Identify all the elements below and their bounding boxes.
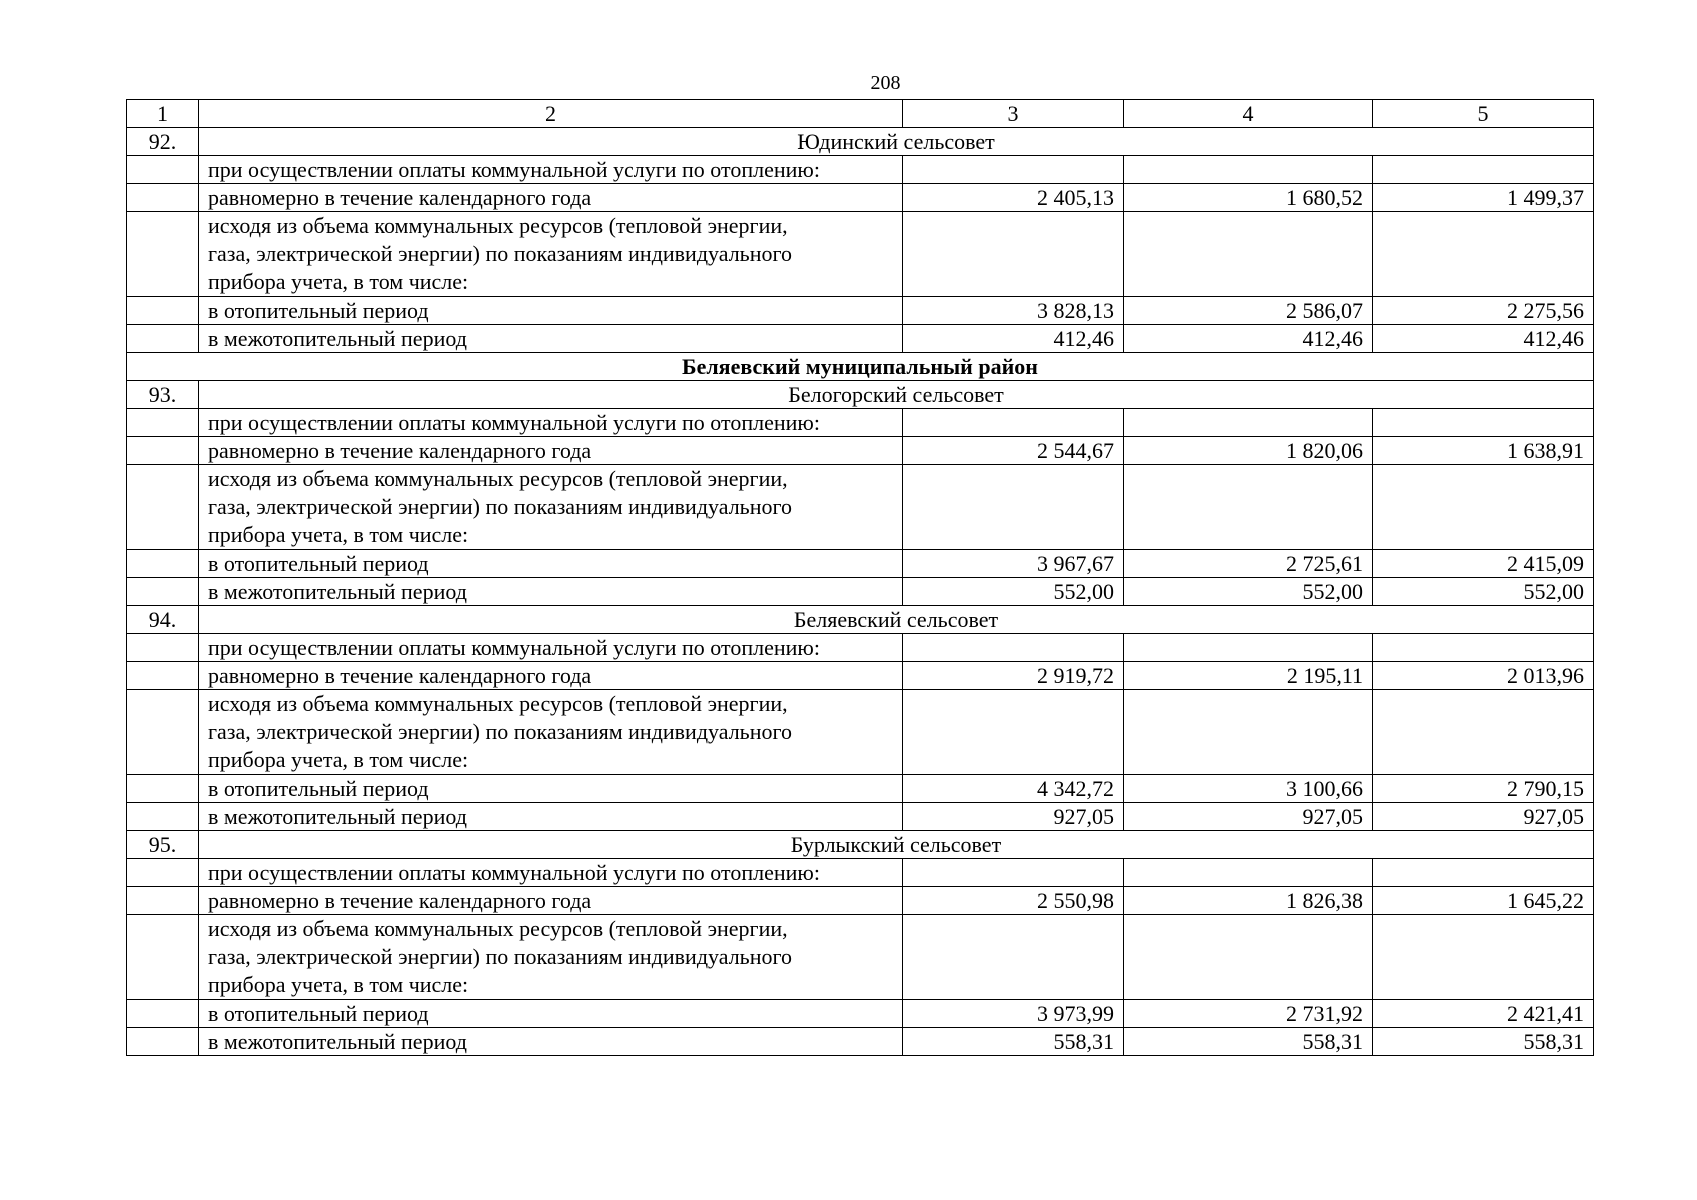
value-cell bbox=[1373, 212, 1594, 297]
value-cell: 412,46 bbox=[1124, 325, 1373, 353]
locality-number: 93. bbox=[127, 381, 199, 409]
meter-row bbox=[127, 212, 1594, 297]
value-cell: 552,00 bbox=[1124, 578, 1373, 606]
value-cell: 2 275,56 bbox=[1373, 297, 1594, 325]
row-label: в межотопительный период bbox=[199, 1028, 903, 1056]
row-label-line: исходя из объема коммунальных ресурсов (тепловой энергии, bbox=[208, 691, 788, 716]
row-number-cell bbox=[127, 662, 199, 690]
value-cell bbox=[903, 212, 1124, 297]
row-number-cell bbox=[127, 915, 199, 1000]
heating-row bbox=[127, 297, 1594, 325]
row-number-cell bbox=[127, 803, 199, 831]
value-cell bbox=[1124, 409, 1373, 437]
locality-row bbox=[127, 381, 1594, 409]
meter-row bbox=[127, 465, 1594, 550]
row-label: в межотопительный период bbox=[199, 803, 903, 831]
value-cell: 412,46 bbox=[903, 325, 1124, 353]
value-cell: 1 645,22 bbox=[1373, 887, 1594, 915]
value-cell: 2 405,13 bbox=[903, 184, 1124, 212]
row-label-line: исходя из объема коммунальных ресурсов (тепловой энергии, bbox=[208, 916, 788, 941]
table-body bbox=[127, 100, 1594, 1056]
row-label-line: исходя из объема коммунальных ресурсов (тепловой энергии, bbox=[208, 213, 788, 238]
value-cell bbox=[903, 634, 1124, 662]
value-cell: 558,31 bbox=[1373, 1028, 1594, 1056]
row-number-cell bbox=[127, 1028, 199, 1056]
value-cell: 1 499,37 bbox=[1373, 184, 1594, 212]
district-name: Беляевский муниципальный район bbox=[127, 353, 1594, 381]
district-row bbox=[127, 353, 1594, 381]
row-label-line: газа, электрической энергии) по показаниям индивидуального bbox=[208, 719, 792, 744]
row-label-line: прибора учета, в том числе: bbox=[208, 972, 469, 997]
row-label: при осуществлении оплаты коммунальной услуги по отоплению: bbox=[199, 859, 903, 887]
value-cell bbox=[1373, 156, 1594, 184]
value-cell bbox=[1124, 690, 1373, 775]
value-cell: 1 826,38 bbox=[1124, 887, 1373, 915]
row-label: в отопительный период bbox=[199, 550, 903, 578]
row-label bbox=[199, 690, 903, 775]
nonheating-row bbox=[127, 578, 1594, 606]
row-number-cell bbox=[127, 634, 199, 662]
value-cell bbox=[1373, 409, 1594, 437]
row-label: в отопительный период bbox=[199, 1000, 903, 1028]
value-cell bbox=[1373, 690, 1594, 775]
row-number-cell bbox=[127, 859, 199, 887]
value-cell: 2 550,98 bbox=[903, 887, 1124, 915]
value-cell bbox=[1373, 465, 1594, 550]
value-cell bbox=[1373, 859, 1594, 887]
row-label-line: прибора учета, в том числе: bbox=[208, 522, 469, 547]
value-cell: 3 100,66 bbox=[1124, 775, 1373, 803]
row-number-cell bbox=[127, 297, 199, 325]
row-label bbox=[199, 915, 903, 1000]
meter-row bbox=[127, 915, 1594, 1000]
row-label: равномерно в течение календарного года bbox=[199, 662, 903, 690]
row-number-cell bbox=[127, 409, 199, 437]
locality-row bbox=[127, 606, 1594, 634]
value-cell bbox=[903, 859, 1124, 887]
value-cell: 2 919,72 bbox=[903, 662, 1124, 690]
row-number-cell bbox=[127, 156, 199, 184]
column-number: 1 bbox=[127, 100, 199, 128]
row-label-line: газа, электрической энергии) по показаниям индивидуального bbox=[208, 944, 792, 969]
nonheating-row bbox=[127, 803, 1594, 831]
value-cell bbox=[903, 465, 1124, 550]
value-cell bbox=[903, 690, 1124, 775]
value-cell bbox=[1124, 212, 1373, 297]
value-cell: 927,05 bbox=[1124, 803, 1373, 831]
row-number-cell bbox=[127, 775, 199, 803]
uniform-row bbox=[127, 184, 1594, 212]
value-cell: 3 828,13 bbox=[903, 297, 1124, 325]
heating-row bbox=[127, 550, 1594, 578]
row-label: в отопительный период bbox=[199, 775, 903, 803]
row-number-cell bbox=[127, 550, 199, 578]
value-cell: 2 586,07 bbox=[1124, 297, 1373, 325]
tariff-table bbox=[126, 99, 1594, 1056]
uniform-row bbox=[127, 662, 1594, 690]
row-label-line: прибора учета, в том числе: bbox=[208, 747, 469, 772]
value-cell: 3 973,99 bbox=[903, 1000, 1124, 1028]
page-number: 208 bbox=[870, 72, 901, 94]
row-label-line: газа, электрической энергии) по показаниям индивидуального bbox=[208, 494, 792, 519]
value-cell: 2 421,41 bbox=[1373, 1000, 1594, 1028]
locality-name: Юдинский сельсовет bbox=[199, 128, 1594, 156]
row-number-cell bbox=[127, 578, 199, 606]
row-number-cell bbox=[127, 437, 199, 465]
row-number-cell bbox=[127, 184, 199, 212]
value-cell bbox=[1124, 859, 1373, 887]
heating-row bbox=[127, 775, 1594, 803]
row-number-cell bbox=[127, 465, 199, 550]
value-cell: 4 342,72 bbox=[903, 775, 1124, 803]
nonheating-row bbox=[127, 325, 1594, 353]
row-label: при осуществлении оплаты коммунальной услуги по отоплению: bbox=[199, 409, 903, 437]
column-number: 5 bbox=[1373, 100, 1594, 128]
column-number: 4 bbox=[1124, 100, 1373, 128]
row-label: равномерно в течение календарного года bbox=[199, 887, 903, 915]
value-cell: 552,00 bbox=[903, 578, 1124, 606]
uniform-row bbox=[127, 437, 1594, 465]
row-number-cell bbox=[127, 325, 199, 353]
column-number: 3 bbox=[903, 100, 1124, 128]
locality-number: 95. bbox=[127, 831, 199, 859]
row-label-line: исходя из объема коммунальных ресурсов (тепловой энергии, bbox=[208, 466, 788, 491]
payment-row bbox=[127, 409, 1594, 437]
value-cell: 2 013,96 bbox=[1373, 662, 1594, 690]
value-cell: 2 731,92 bbox=[1124, 1000, 1373, 1028]
row-label: в отопительный период bbox=[199, 297, 903, 325]
value-cell bbox=[1373, 634, 1594, 662]
value-cell bbox=[1373, 915, 1594, 1000]
value-cell: 1 638,91 bbox=[1373, 437, 1594, 465]
value-cell: 927,05 bbox=[903, 803, 1124, 831]
value-cell bbox=[1124, 156, 1373, 184]
locality-row bbox=[127, 831, 1594, 859]
nonheating-row bbox=[127, 1028, 1594, 1056]
value-cell: 552,00 bbox=[1373, 578, 1594, 606]
value-cell bbox=[1124, 634, 1373, 662]
locality-row bbox=[127, 128, 1594, 156]
locality-name: Беляевский сельсовет bbox=[199, 606, 1594, 634]
meter-row bbox=[127, 690, 1594, 775]
row-number-cell bbox=[127, 887, 199, 915]
heating-row bbox=[127, 1000, 1594, 1028]
row-label: при осуществлении оплаты коммунальной услуги по отоплению: bbox=[199, 634, 903, 662]
row-label: равномерно в течение календарного года bbox=[199, 437, 903, 465]
row-label: равномерно в течение календарного года bbox=[199, 184, 903, 212]
value-cell bbox=[1124, 915, 1373, 1000]
row-number-cell bbox=[127, 212, 199, 297]
payment-row bbox=[127, 634, 1594, 662]
row-label bbox=[199, 212, 903, 297]
column-number-row bbox=[127, 100, 1594, 128]
value-cell: 1 820,06 bbox=[1124, 437, 1373, 465]
locality-name: Бурлыкский сельсовет bbox=[199, 831, 1594, 859]
value-cell: 2 195,11 bbox=[1124, 662, 1373, 690]
payment-row bbox=[127, 156, 1594, 184]
row-label: в межотопительный период bbox=[199, 578, 903, 606]
value-cell: 3 967,67 bbox=[903, 550, 1124, 578]
row-number-cell bbox=[127, 1000, 199, 1028]
value-cell: 2 790,15 bbox=[1373, 775, 1594, 803]
value-cell: 2 725,61 bbox=[1124, 550, 1373, 578]
locality-name: Белогорский сельсовет bbox=[199, 381, 1594, 409]
locality-number: 94. bbox=[127, 606, 199, 634]
uniform-row bbox=[127, 887, 1594, 915]
value-cell: 412,46 bbox=[1373, 325, 1594, 353]
row-number-cell bbox=[127, 690, 199, 775]
row-label-line: прибора учета, в том числе: bbox=[208, 269, 469, 294]
row-label: при осуществлении оплаты коммунальной услуги по отоплению: bbox=[199, 156, 903, 184]
value-cell bbox=[903, 409, 1124, 437]
row-label: в межотопительный период bbox=[199, 325, 903, 353]
value-cell: 927,05 bbox=[1373, 803, 1594, 831]
value-cell bbox=[903, 915, 1124, 1000]
value-cell bbox=[1124, 465, 1373, 550]
row-label bbox=[199, 465, 903, 550]
value-cell: 558,31 bbox=[903, 1028, 1124, 1056]
value-cell: 1 680,52 bbox=[1124, 184, 1373, 212]
payment-row bbox=[127, 859, 1594, 887]
value-cell: 2 544,67 bbox=[903, 437, 1124, 465]
value-cell: 2 415,09 bbox=[1373, 550, 1594, 578]
value-cell bbox=[903, 156, 1124, 184]
column-number: 2 bbox=[199, 100, 903, 128]
value-cell: 558,31 bbox=[1124, 1028, 1373, 1056]
locality-number: 92. bbox=[127, 128, 199, 156]
row-label-line: газа, электрической энергии) по показаниям индивидуального bbox=[208, 241, 792, 266]
